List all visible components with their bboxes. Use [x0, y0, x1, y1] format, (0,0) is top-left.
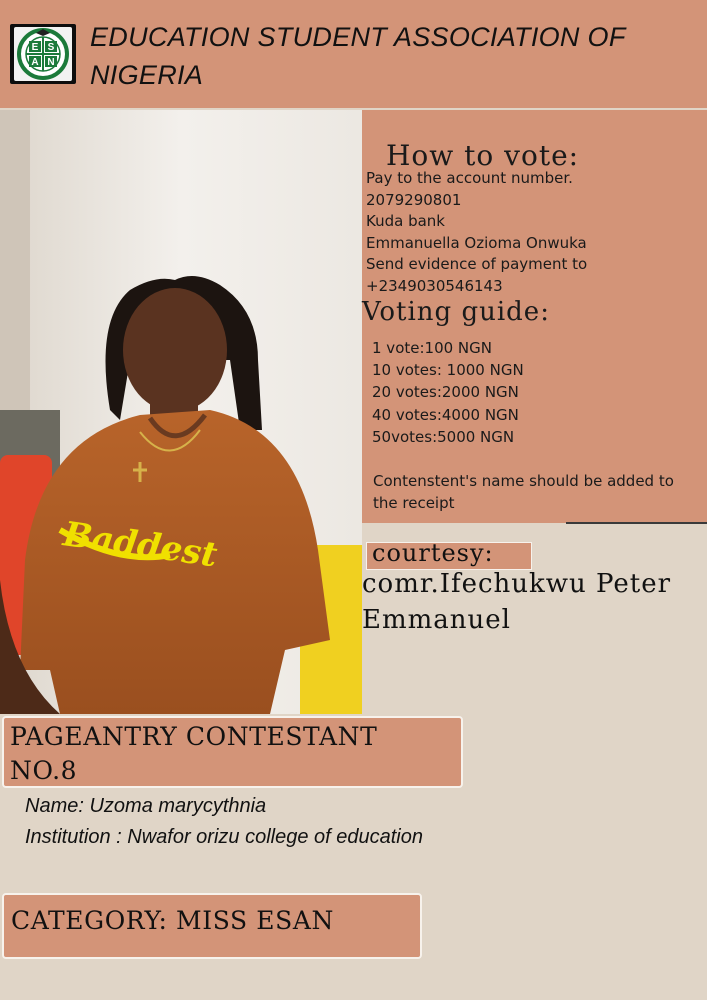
divider	[566, 522, 707, 524]
courtesy-name: comr.Ifechukwu Peter Emmanuel	[362, 569, 672, 635]
voting-guide-item: 40 votes:4000 NGN	[372, 405, 519, 424]
voting-guide-item: 1 vote:100 NGN	[372, 339, 492, 357]
contestant-photo	[0, 110, 362, 714]
account-number: 2079290801	[366, 190, 462, 209]
vote-instruction-line: Send evidence of payment to	[366, 255, 588, 274]
voting-guide-list	[372, 337, 524, 448]
vote-instruction-line: Pay to the account number.	[366, 169, 573, 187]
header-bar	[0, 0, 707, 108]
voting-guide-item: 50votes:5000 NGN	[372, 427, 515, 446]
how-to-vote-heading: How to vote:	[386, 139, 580, 172]
contestant-institution: Institution : Nwafor orizu college of education	[25, 826, 423, 848]
account-name: Emmanuella Ozioma Onwuka	[366, 233, 587, 252]
bank-name: Kuda bank	[366, 212, 445, 231]
voting-guide-heading: Voting guide:	[362, 297, 550, 327]
organization-title: EDUCATION STUDENT ASSOCIATION OF NIGERIA	[90, 22, 626, 90]
esan-logo-icon	[10, 24, 76, 84]
logo-letter: A	[31, 57, 39, 68]
courtesy-label: courtesy:	[372, 539, 494, 567]
voting-guide-item: 10 votes: 1000 NGN	[372, 361, 524, 380]
shirt-text: Baddest	[60, 514, 220, 576]
voting-guide-item: 20 votes:2000 NGN	[372, 383, 519, 402]
logo-letter: S	[47, 42, 55, 53]
category-label: CATEGORY: MISS ESAN	[11, 906, 334, 935]
how-to-vote-details	[366, 168, 587, 298]
contestant-label: PAGEANTRY CONTESTANT NO.8	[10, 722, 378, 785]
receipt-note: Contenstent's name should be added to the receipt	[373, 472, 674, 512]
logo-letter: N	[47, 57, 55, 68]
logo-letter: E	[31, 42, 39, 53]
contestant-name: Name: Uzoma marycythnia	[25, 795, 267, 817]
phone-number: +2349030546143	[366, 276, 503, 295]
